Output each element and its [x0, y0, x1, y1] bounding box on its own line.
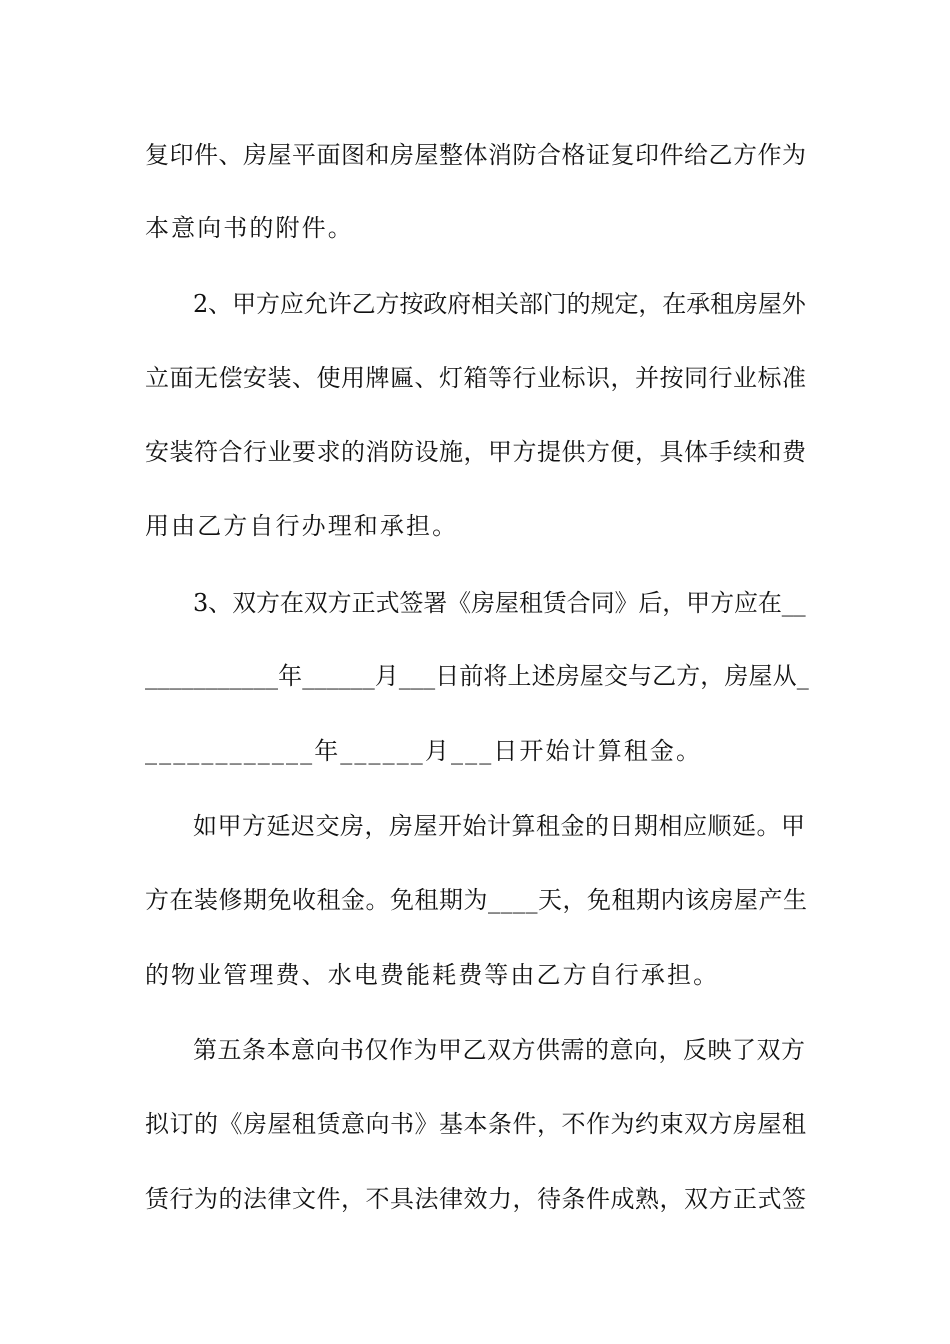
paragraph-start-line: 2、甲方应允许乙方按政府相关部门的规定，在承租房屋外	[193, 290, 806, 318]
text-line: 拟订的《房屋租赁意向书》基本条件，不作为约束双方房屋租	[145, 1110, 807, 1138]
paragraph-start-line: 如甲方延迟交房，房屋开始计算租金的日期相应顺延。甲	[193, 812, 806, 840]
text-line: ___________年______月___日前将上述房屋交与乙方，房屋从_	[145, 662, 809, 690]
text-line: 用由乙方自行办理和承担。	[145, 512, 459, 540]
text-line: 方在装修期免收租金。免租期为____天，免租期内该房屋产生	[145, 886, 808, 914]
text-line: 立面无偿安装、使用牌匾、灯箱等行业标识，并按同行业标准	[145, 364, 807, 392]
text-line: 本意向书的附件。	[145, 214, 354, 242]
text-line: 的物业管理费、水电费能耗费等由乙方自行承担。	[145, 961, 720, 989]
text-line: 复印件、房屋平面图和房屋整体消防合格证复印件给乙方作为	[145, 141, 807, 169]
paragraph-start-line: 3、双方在双方正式签署《房屋租赁合同》后，甲方应在__	[193, 589, 806, 617]
text-line: ____________年______月___日开始计算租金。	[145, 737, 703, 765]
paragraph-start-line: 第五条本意向书仅作为甲乙双方供需的意向，反映了双方	[193, 1036, 806, 1064]
text-line: 赁行为的法律文件，不具法律效力，待条件成熟，双方正式签	[145, 1185, 807, 1213]
text-line: 安装符合行业要求的消防设施，甲方提供方便，具体手续和费	[145, 438, 807, 466]
